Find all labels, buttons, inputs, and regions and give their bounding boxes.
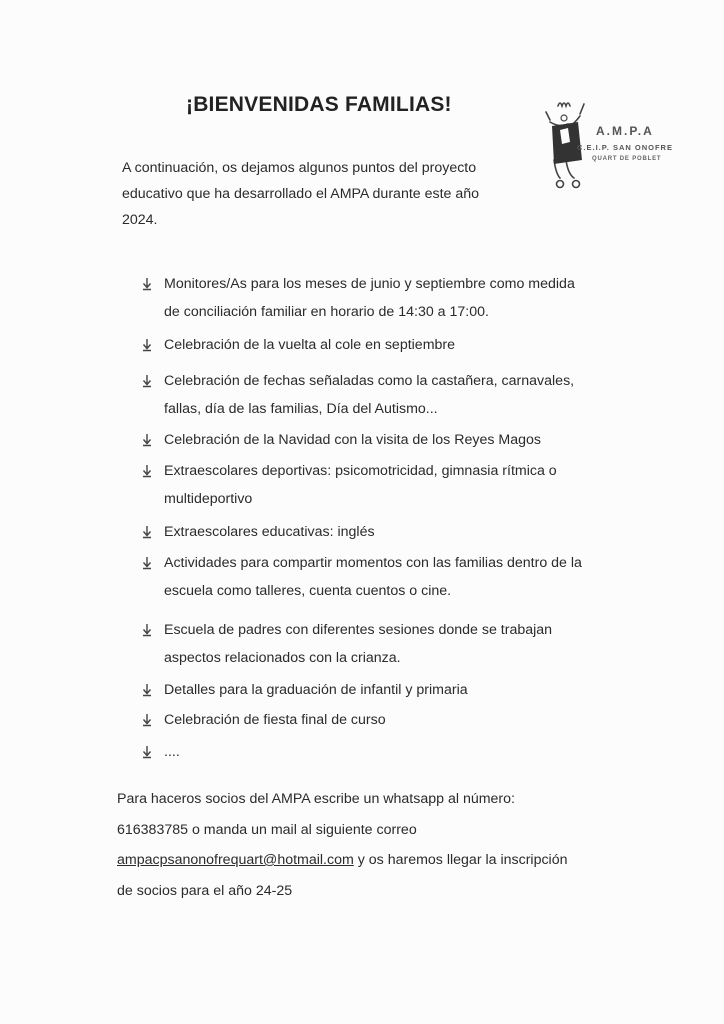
down-arrow-bullet-icon <box>140 518 154 546</box>
list-item-text: fallas, día de las familias, Día del Autismo... <box>164 401 438 417</box>
list-item-text: escuela como talleres, cuenta cuentos o cine. <box>164 583 452 599</box>
list-item-text: Celebración de fechas señaladas como la castañera, carnavales, <box>164 373 575 389</box>
list-item-text: .... <box>164 744 180 760</box>
logo-school-text: C.E.I.P. SAN ONOFRE <box>577 143 673 152</box>
intro-line: educativo que ha desarrollado el AMPA durante este año <box>122 186 480 202</box>
intro-line: A continuación, os dejamos algunos puntos del proyecto <box>122 160 477 176</box>
list-item-text: Celebración de la vuelta al cole en septiembre <box>164 337 456 353</box>
outro-line: Para haceros socios del AMPA escribe un whatsapp al número: <box>117 791 515 807</box>
outro-line: y os haremos llegar la inscripción <box>353 852 568 868</box>
list-item-text: Actividades para compartir momentos con las familias dentro de la <box>164 555 582 571</box>
list-item-text: de conciliación familiar en horario de 14:30 a 17:00. <box>164 304 489 320</box>
membership-paragraph <box>117 784 637 906</box>
outro-line: 616383785 o manda un mail al siguiente correo <box>117 821 417 838</box>
down-arrow-bullet-icon <box>140 457 154 485</box>
down-arrow-bullet-icon <box>140 616 154 644</box>
list-item-text: Celebración de fiesta final de curso <box>164 712 386 728</box>
list-item-text: multideportivo <box>164 491 253 507</box>
list-item-text: Escuela de padres con diferentes sesiones donde se trabajan <box>164 622 553 638</box>
down-arrow-bullet-icon <box>140 367 154 395</box>
page-title: ¡BIENVENIDAS FAMILIAS! <box>186 93 452 116</box>
down-arrow-bullet-icon <box>140 738 154 766</box>
list-item-text: Celebración de la Navidad con la visita de los Reyes Magos <box>164 432 541 448</box>
down-arrow-bullet-icon <box>140 676 154 704</box>
intro-paragraph <box>122 155 532 233</box>
down-arrow-bullet-icon <box>140 706 154 734</box>
down-arrow-bullet-icon <box>140 426 154 454</box>
logo-ampa-text: A.M.P.A <box>596 124 654 138</box>
list-item-text: Extraescolares educativas: inglés <box>164 524 375 540</box>
down-arrow-bullet-icon <box>140 270 154 298</box>
intro-line: 2024. <box>122 212 158 228</box>
list-item-text: aspectos relacionados con la crianza. <box>164 650 401 666</box>
list-item-text: Detalles para la graduación de infantil y primaria <box>164 682 468 698</box>
logo-town-text: QUART DE POBLET <box>592 156 662 162</box>
list-item-text: Monitores/As para los meses de junio y septiembre como medida <box>164 276 575 292</box>
down-arrow-bullet-icon <box>140 549 154 577</box>
outro-line: de socios para el año 24-25 <box>117 882 293 899</box>
down-arrow-bullet-icon <box>140 331 154 359</box>
list-item-text: Extraescolares deportivas: psicomotricidad, gimnasia rítmica o <box>164 463 557 479</box>
email-link[interactable]: ampacpsanonofrequart@hotmail.com <box>117 852 354 868</box>
